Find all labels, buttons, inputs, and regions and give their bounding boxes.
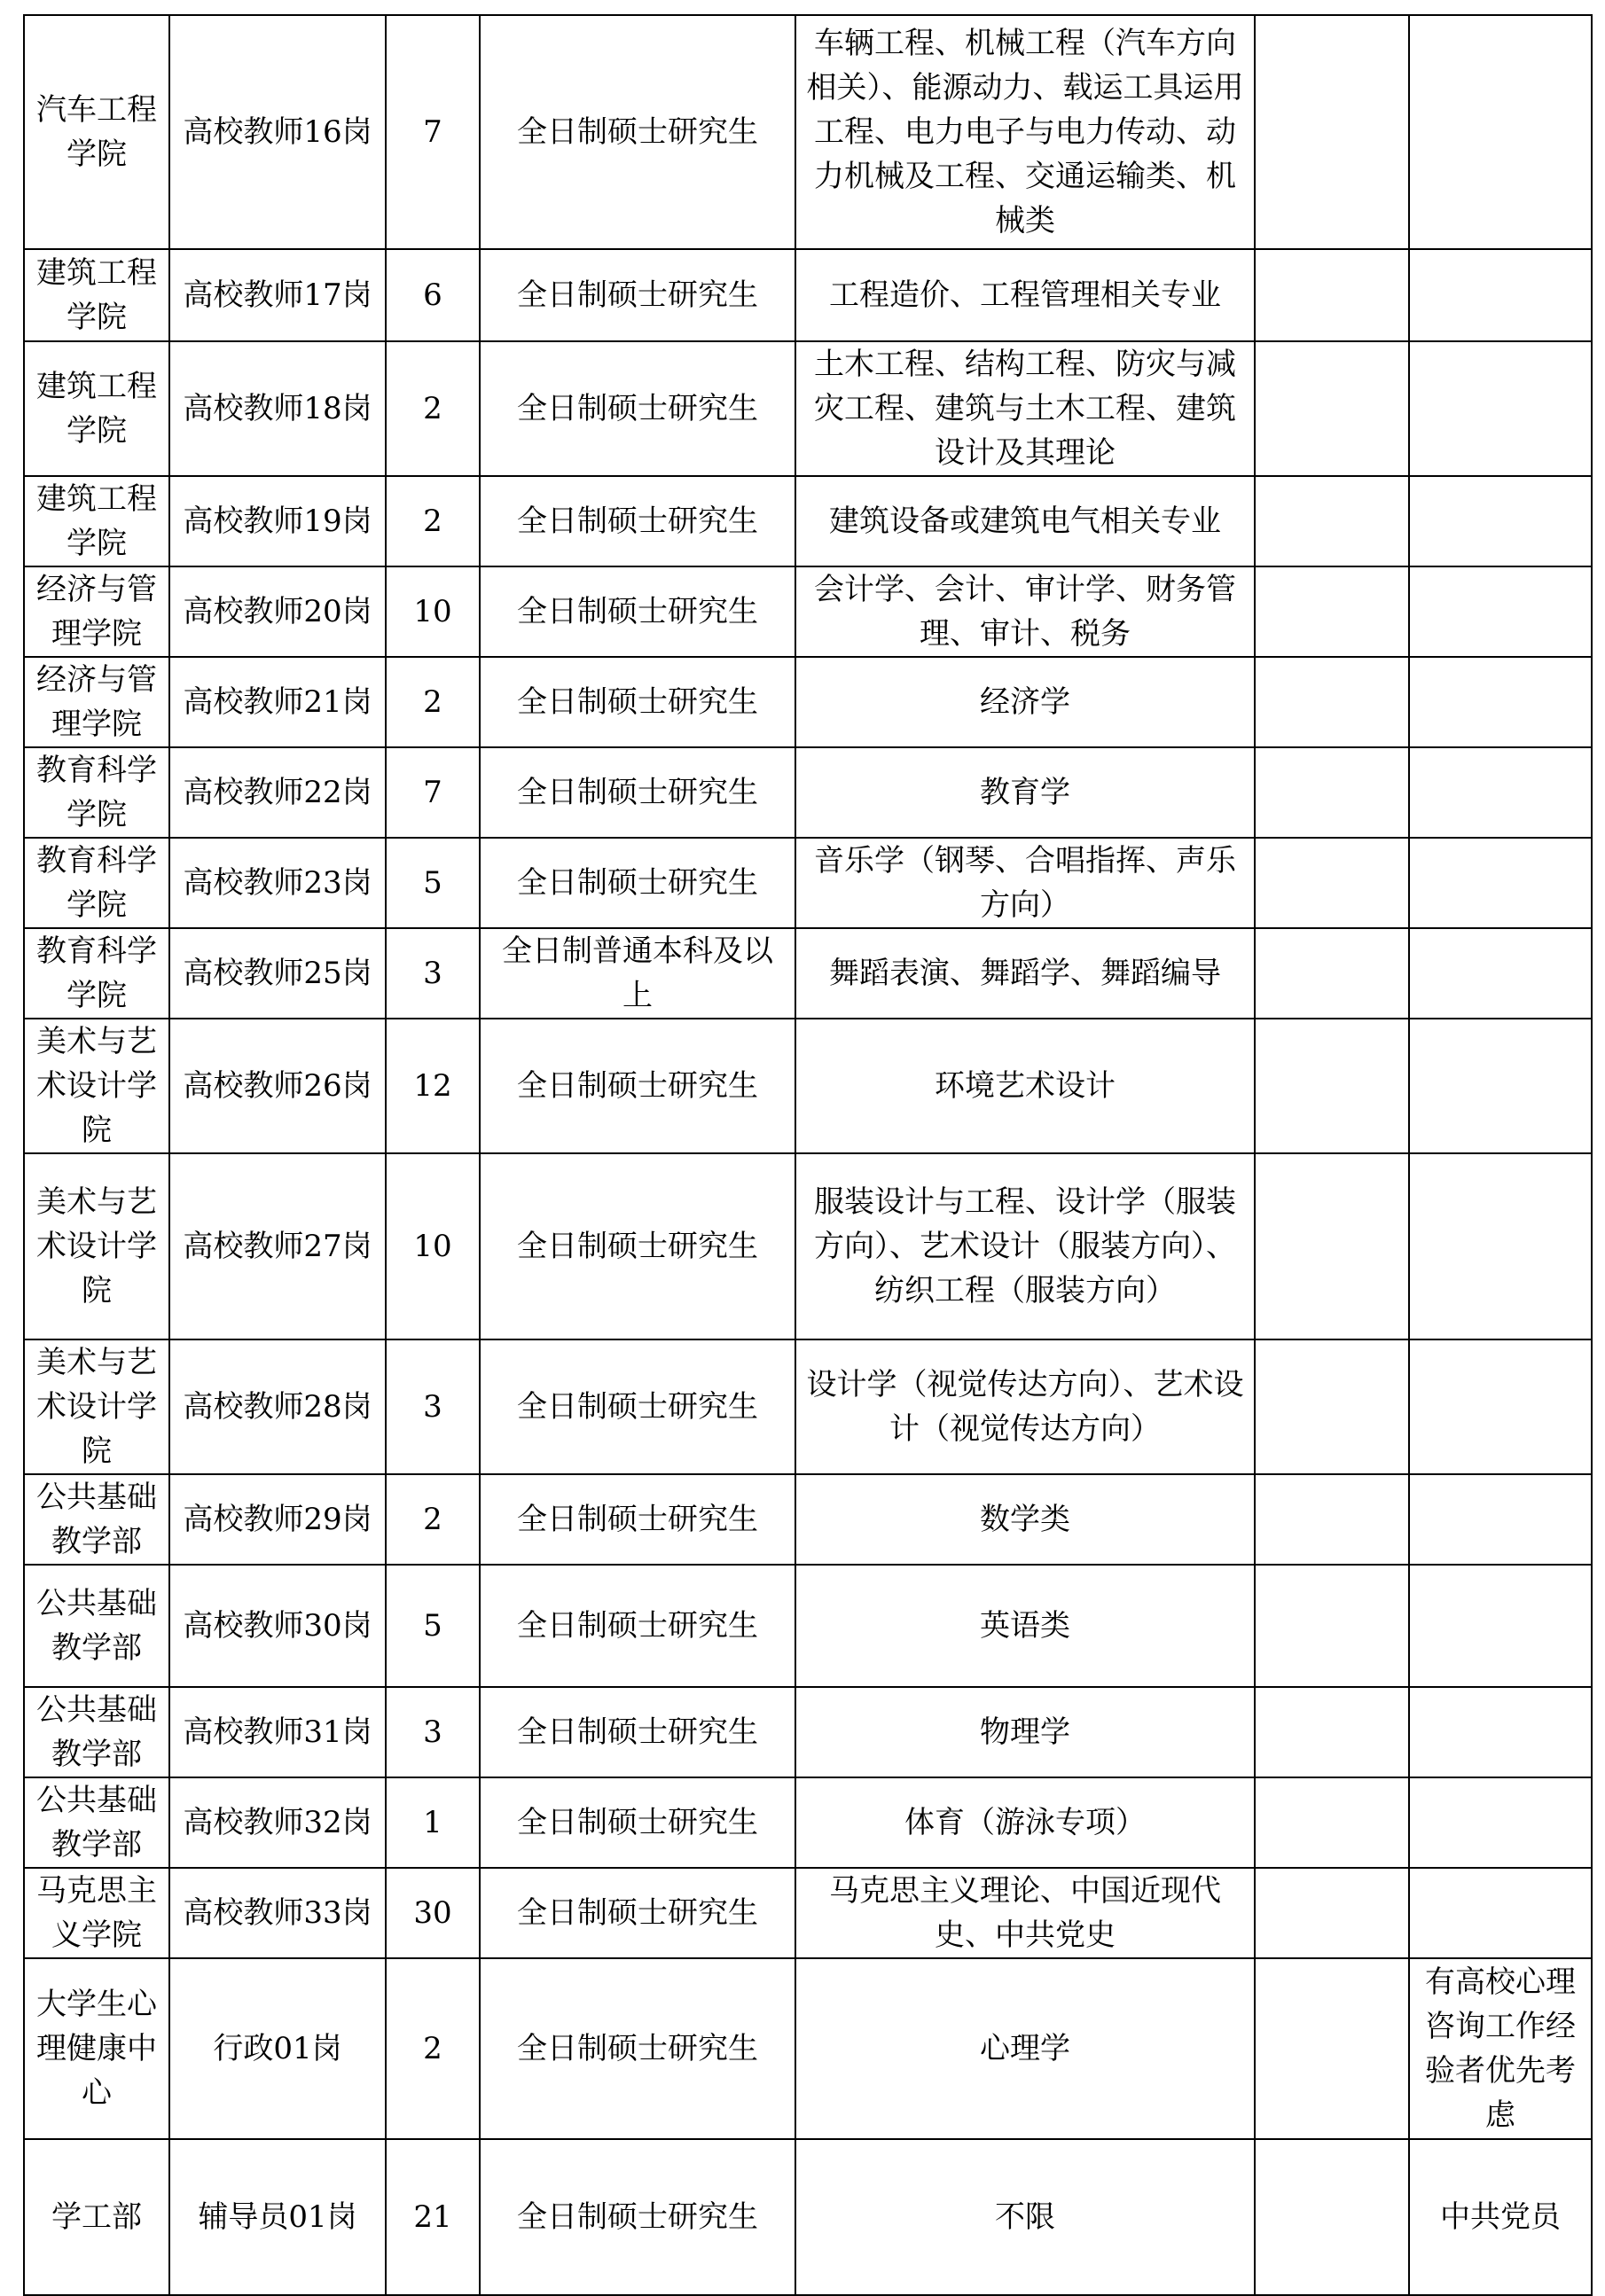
cell-count: 5	[386, 838, 480, 928]
cell-blank	[1255, 1777, 1409, 1868]
table-row	[24, 249, 1592, 341]
cell-note	[1409, 1153, 1592, 1339]
cell-major: 工程造价、工程管理相关专业	[795, 249, 1255, 341]
cell-count: 3	[386, 928, 480, 1019]
cell-note	[1409, 1019, 1592, 1153]
cell-blank	[1255, 341, 1409, 476]
cell-education: 全日制普通本科及以上	[480, 928, 795, 1019]
cell-major: 建筑设备或建筑电气相关专业	[795, 476, 1255, 566]
table-row	[24, 1474, 1592, 1565]
cell-unit: 公共基础教学部	[24, 1687, 169, 1777]
cell-post: 高校教师33岗	[169, 1868, 386, 1958]
table-row	[24, 476, 1592, 566]
cell-major: 设计学（视觉传达方向）、艺术设计（视觉传达方向）	[795, 1339, 1255, 1474]
cell-post: 高校教师28岗	[169, 1339, 386, 1474]
cell-education: 全日制硕士研究生	[480, 1019, 795, 1153]
table-row	[24, 838, 1592, 928]
cell-education: 全日制硕士研究生	[480, 1339, 795, 1474]
cell-note	[1409, 1474, 1592, 1565]
cell-note	[1409, 1868, 1592, 1958]
cell-count: 2	[386, 1474, 480, 1565]
cell-blank	[1255, 1474, 1409, 1565]
cell-note: 中共党员	[1409, 2139, 1592, 2295]
table-row	[24, 1868, 1592, 1958]
cell-note	[1409, 1565, 1592, 1687]
cell-education: 全日制硕士研究生	[480, 249, 795, 341]
cell-post: 高校教师26岗	[169, 1019, 386, 1153]
cell-post: 高校教师18岗	[169, 341, 386, 476]
cell-post: 高校教师19岗	[169, 476, 386, 566]
cell-note	[1409, 1687, 1592, 1777]
cell-education: 全日制硕士研究生	[480, 476, 795, 566]
table-row	[24, 1153, 1592, 1339]
cell-post: 高校教师20岗	[169, 566, 386, 657]
cell-unit: 汽车工程学院	[24, 15, 169, 249]
cell-major: 教育学	[795, 747, 1255, 838]
cell-unit: 建筑工程学院	[24, 476, 169, 566]
cell-post: 高校教师23岗	[169, 838, 386, 928]
cell-education: 全日制硕士研究生	[480, 747, 795, 838]
cell-blank	[1255, 657, 1409, 747]
cell-major: 环境艺术设计	[795, 1019, 1255, 1153]
cell-major: 音乐学（钢琴、合唱指挥、声乐方向）	[795, 838, 1255, 928]
cell-education: 全日制硕士研究生	[480, 657, 795, 747]
cell-education: 全日制硕士研究生	[480, 1868, 795, 1958]
table-row	[24, 747, 1592, 838]
cell-blank	[1255, 566, 1409, 657]
cell-unit: 美术与艺术设计学院	[24, 1153, 169, 1339]
cell-note	[1409, 476, 1592, 566]
cell-note	[1409, 838, 1592, 928]
table-row	[24, 341, 1592, 476]
cell-major: 心理学	[795, 1958, 1255, 2139]
recruitment-table	[23, 14, 1593, 2296]
cell-education: 全日制硕士研究生	[480, 15, 795, 249]
cell-note	[1409, 1777, 1592, 1868]
table-row	[24, 1958, 1592, 2139]
cell-major: 会计学、会计、审计学、财务管理、审计、税务	[795, 566, 1255, 657]
cell-major: 车辆工程、机械工程（汽车方向相关）、能源动力、载运工具运用工程、电力电子与电力传动、动力机械及工程、交通运输类、机械类	[795, 15, 1255, 249]
cell-post: 高校教师21岗	[169, 657, 386, 747]
cell-blank	[1255, 249, 1409, 341]
cell-unit: 教育科学学院	[24, 838, 169, 928]
cell-post: 高校教师29岗	[169, 1474, 386, 1565]
table-row	[24, 928, 1592, 1019]
cell-blank	[1255, 1153, 1409, 1339]
cell-blank	[1255, 1565, 1409, 1687]
cell-blank	[1255, 838, 1409, 928]
cell-education: 全日制硕士研究生	[480, 838, 795, 928]
cell-blank	[1255, 1687, 1409, 1777]
cell-post: 高校教师16岗	[169, 15, 386, 249]
cell-education: 全日制硕士研究生	[480, 566, 795, 657]
cell-major: 数学类	[795, 1474, 1255, 1565]
cell-note	[1409, 657, 1592, 747]
cell-post: 高校教师31岗	[169, 1687, 386, 1777]
table-row	[24, 1777, 1592, 1868]
cell-unit: 经济与管理学院	[24, 566, 169, 657]
cell-count: 2	[386, 657, 480, 747]
cell-blank	[1255, 1339, 1409, 1474]
cell-note	[1409, 1339, 1592, 1474]
cell-note	[1409, 747, 1592, 838]
cell-post: 高校教师30岗	[169, 1565, 386, 1687]
cell-blank	[1255, 1958, 1409, 2139]
cell-post: 高校教师32岗	[169, 1777, 386, 1868]
cell-major: 马克思主义理论、中国近现代史、中共党史	[795, 1868, 1255, 1958]
cell-post: 辅导员01岗	[169, 2139, 386, 2295]
cell-count: 5	[386, 1565, 480, 1687]
table-row	[24, 566, 1592, 657]
table-row	[24, 1019, 1592, 1153]
cell-major: 服装设计与工程、设计学（服装方向）、艺术设计（服装方向）、纺织工程（服装方向）	[795, 1153, 1255, 1339]
cell-note	[1409, 928, 1592, 1019]
cell-blank	[1255, 2139, 1409, 2295]
cell-count: 10	[386, 1153, 480, 1339]
cell-major: 舞蹈表演、舞蹈学、舞蹈编导	[795, 928, 1255, 1019]
cell-count: 7	[386, 747, 480, 838]
table-row	[24, 657, 1592, 747]
cell-note	[1409, 341, 1592, 476]
cell-count: 21	[386, 2139, 480, 2295]
cell-post: 行政01岗	[169, 1958, 386, 2139]
cell-count: 1	[386, 1777, 480, 1868]
table-body	[24, 15, 1592, 2295]
cell-note	[1409, 15, 1592, 249]
cell-count: 10	[386, 566, 480, 657]
cell-note: 有高校心理咨询工作经验者优先考虑	[1409, 1958, 1592, 2139]
cell-education: 全日制硕士研究生	[480, 1474, 795, 1565]
cell-unit: 马克思主义学院	[24, 1868, 169, 1958]
table-row	[24, 2139, 1592, 2295]
cell-count: 6	[386, 249, 480, 341]
cell-unit: 经济与管理学院	[24, 657, 169, 747]
cell-count: 3	[386, 1687, 480, 1777]
cell-major: 英语类	[795, 1565, 1255, 1687]
cell-major: 物理学	[795, 1687, 1255, 1777]
cell-post: 高校教师27岗	[169, 1153, 386, 1339]
cell-unit: 美术与艺术设计学院	[24, 1339, 169, 1474]
cell-count: 3	[386, 1339, 480, 1474]
cell-unit: 建筑工程学院	[24, 249, 169, 341]
cell-major: 体育（游泳专项）	[795, 1777, 1255, 1868]
cell-count: 7	[386, 15, 480, 249]
cell-blank	[1255, 1019, 1409, 1153]
cell-major: 土木工程、结构工程、防灾与减灾工程、建筑与土木工程、建筑设计及其理论	[795, 341, 1255, 476]
cell-post: 高校教师25岗	[169, 928, 386, 1019]
cell-unit: 教育科学学院	[24, 928, 169, 1019]
cell-blank	[1255, 15, 1409, 249]
table-row	[24, 1339, 1592, 1474]
cell-education: 全日制硕士研究生	[480, 1565, 795, 1687]
cell-note	[1409, 249, 1592, 341]
cell-unit: 公共基础教学部	[24, 1474, 169, 1565]
cell-unit: 学工部	[24, 2139, 169, 2295]
cell-unit: 大学生心理健康中心	[24, 1958, 169, 2139]
cell-education: 全日制硕士研究生	[480, 1777, 795, 1868]
cell-unit: 建筑工程学院	[24, 341, 169, 476]
cell-blank	[1255, 1868, 1409, 1958]
cell-post: 高校教师22岗	[169, 747, 386, 838]
cell-count: 2	[386, 476, 480, 566]
cell-count: 2	[386, 341, 480, 476]
cell-count: 2	[386, 1958, 480, 2139]
cell-education: 全日制硕士研究生	[480, 1153, 795, 1339]
cell-education: 全日制硕士研究生	[480, 1687, 795, 1777]
cell-major: 不限	[795, 2139, 1255, 2295]
cell-unit: 公共基础教学部	[24, 1565, 169, 1687]
cell-unit: 公共基础教学部	[24, 1777, 169, 1868]
cell-unit: 教育科学学院	[24, 747, 169, 838]
table-row	[24, 1687, 1592, 1777]
cell-count: 30	[386, 1868, 480, 1958]
cell-post: 高校教师17岗	[169, 249, 386, 341]
cell-blank	[1255, 928, 1409, 1019]
cell-blank	[1255, 747, 1409, 838]
cell-note	[1409, 566, 1592, 657]
cell-unit: 美术与艺术设计学院	[24, 1019, 169, 1153]
cell-major: 经济学	[795, 657, 1255, 747]
cell-education: 全日制硕士研究生	[480, 341, 795, 476]
table-row	[24, 1565, 1592, 1687]
cell-education: 全日制硕士研究生	[480, 1958, 795, 2139]
cell-education: 全日制硕士研究生	[480, 2139, 795, 2295]
cell-count: 12	[386, 1019, 480, 1153]
table-row	[24, 15, 1592, 249]
cell-blank	[1255, 476, 1409, 566]
